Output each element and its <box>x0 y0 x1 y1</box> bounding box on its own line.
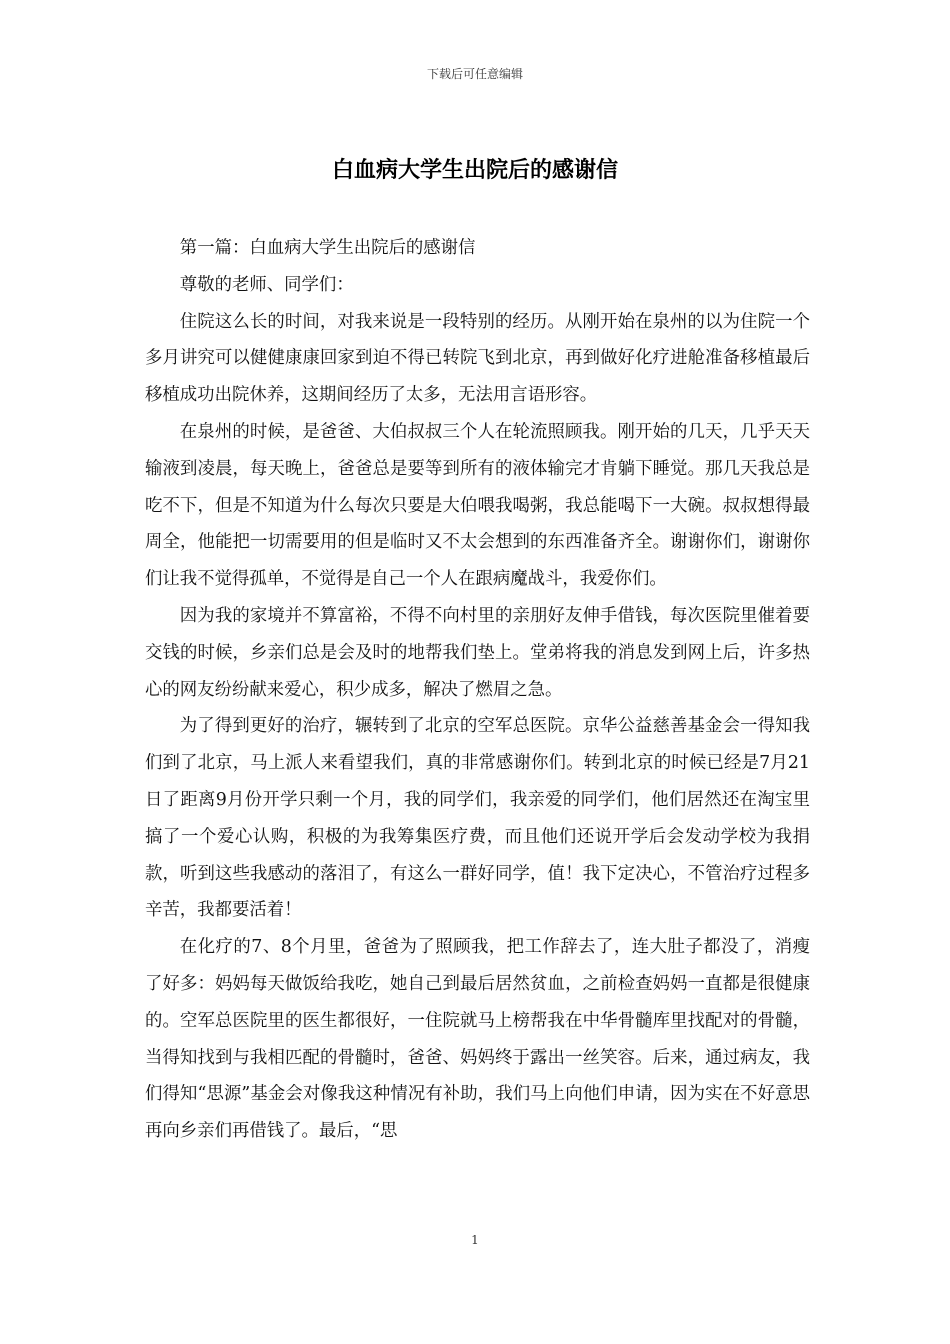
body-paragraph: 在化疗的7、8个月里，爸爸为了照顾我，把工作辞去了，连大肚子都没了，消瘦了好多：妈妈每天做饭给我吃，她自己到最后居然贫血，之前检查妈妈一直都是很健康的。空军总医院里的医生都很好，一住院就马上榜帮我在中华骨髓库里找配对的骨髓，当得知找到与我相匹配的骨髓时，爸爸、妈妈终于露出一丝笑容。后来，通过病友，我们得知“思源”基金会对像我这种情况有补助，我们马上向他们申请，因为实在不好意思再向乡亲们再借钱了。最后，“思 <box>145 937 810 1142</box>
body-paragraph: 住院这么长的时间，对我来说是一段特别的经历。从刚开始在泉州的以为住院一个多月讲究可以健健康康回家到迫不得已转院飞到北京，再到做好化疗进舱准备移植最后移植成功出院休养，这期间经历了太多，无法用言语形容。 <box>145 311 810 406</box>
salutation: 尊敬的老师、同学们： <box>179 274 354 295</box>
document-title: 白血病大学生出院后的感谢信 <box>331 157 618 183</box>
page-number: 1 <box>471 1233 479 1247</box>
section-heading: 第一篇：白血病大学生出院后的感谢信 <box>179 238 476 258</box>
body-paragraph: 因为我的家境并不算富裕，不得不向村里的亲朋好友伸手借钱，每次医院里催着要交钱的时候，乡亲们总是会及时的地帮我们垫上。堂弟将我的消息发到网上后，许多热心的网友纷纷献来爱心，积少成多，解决了燃眉之急。 <box>145 605 810 700</box>
document-body <box>145 230 810 1150</box>
body-paragraph: 在泉州的时候，是爸爸、大伯叔叔三个人在轮流照顾我。刚开始的几天，几乎天天输液到凌晨，每天晚上，爸爸总是要等到所有的液体输完才肯躺下睡觉。那几天我总是吃不下，但是不知道为什么每次只要是大伯喂我喝粥，我总能喝下一大碗。叔叔想得最周全，他能把一切需要用的但是临时又不太会想到的东西准备齐全。谢谢你们，谢谢你们让我不觉得孤单，不觉得是自己一个人在跟病魔战斗，我爱你们。 <box>145 421 810 590</box>
body-paragraph: 为了得到更好的治疗，辗转到了北京的空军总医院。京华公益慈善基金会一得知我们到了北京，马上派人来看望我们，真的非常感谢你们。转到北京的时候已经是7月21日了距离9月份开学只剩一个月，我的同学们，我亲爱的同学们，他们居然还在淘宝里搞了一个爱心认购，积极的为我筹集医疗费，而且他们还说开学后会发动学校为我捐款，听到这些我感动的落泪了，有这么一群好同学，值！我下定决心，不管治疗过程多辛苦，我都要活着！ <box>145 716 810 921</box>
page-header: 下载后可任意编辑 <box>426 67 523 81</box>
